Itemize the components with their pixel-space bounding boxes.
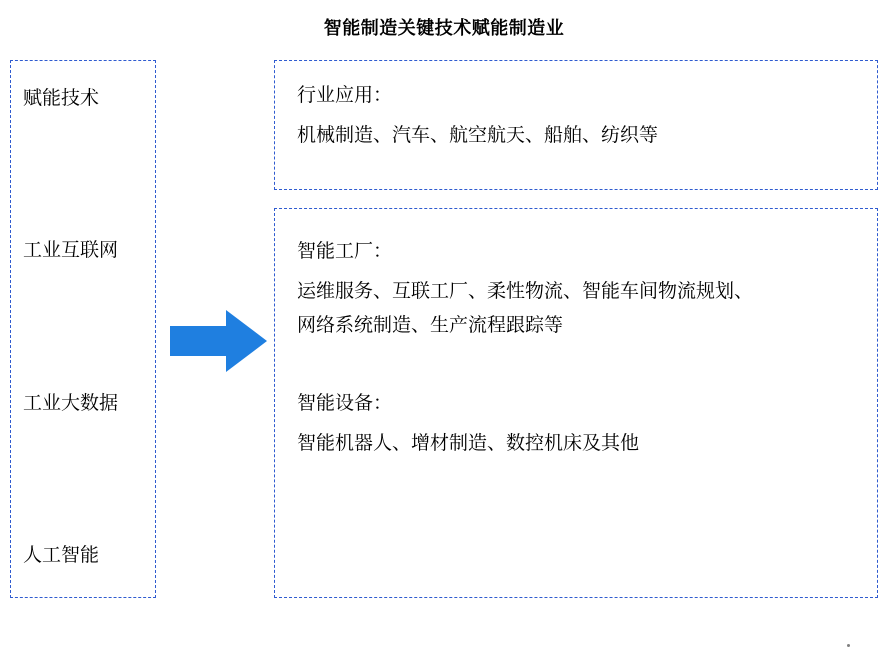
list-item: 工业互联网 — [23, 240, 119, 262]
enabling-technologies-panel — [10, 60, 156, 598]
list-item: 人工智能 — [23, 544, 100, 566]
corner-dot-mark — [847, 644, 850, 647]
industry-application-box — [274, 60, 878, 190]
smart-equipment-line-1: 智能机器人、增材制造、数控机床及其他 — [297, 433, 640, 454]
page-title: 智能制造关键技术赋能制造业 — [323, 18, 565, 38]
smart-factory-heading: 智能工厂： — [297, 241, 393, 262]
industry-heading: 行业应用： — [297, 85, 393, 106]
smart-factory-line-1: 运维服务、互联工厂、柔性物流、智能车间物流规划、 — [297, 281, 754, 302]
right-arrow-icon — [170, 310, 268, 372]
list-item: 工业大数据 — [23, 392, 119, 414]
smart-factory-box — [274, 208, 878, 598]
smart-factory-line-2: 网络系统制造、生产流程跟踪等 — [297, 315, 564, 336]
smart-equipment-heading: 智能设备： — [297, 393, 393, 414]
list-item: 赋能技术 — [23, 88, 100, 109]
industry-content: 机械制造、汽车、航空航天、船舶、纺织等 — [297, 125, 659, 146]
technology-list — [23, 83, 143, 571]
section-spacer — [297, 343, 855, 387]
